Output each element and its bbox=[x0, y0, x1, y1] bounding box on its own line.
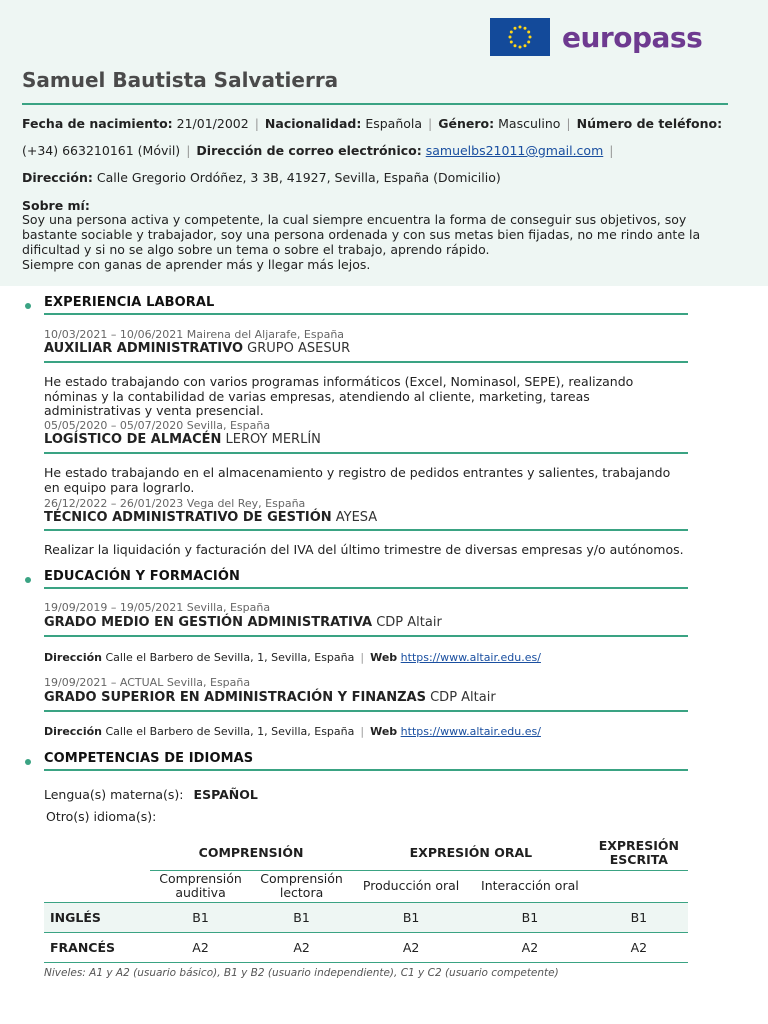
job-divider bbox=[44, 452, 688, 454]
edu-address: Calle el Barbero de Sevilla, 1, Sevilla, España bbox=[105, 651, 355, 664]
level-cell: A2 bbox=[352, 932, 470, 962]
level-cell: B1 bbox=[352, 902, 470, 932]
levels-note: Niveles: A1 y A2 (usuario básico), B1 y B2 (usuario independiente), C1 y C2 (usuario competente) bbox=[44, 967, 559, 979]
header-panel bbox=[0, 0, 768, 286]
job-company: GRUPO ASESUR bbox=[247, 341, 351, 356]
job-meta: 26/12/2022 – 26/01/2023 Vega del Rey, España bbox=[44, 497, 306, 510]
edu-web-label: Web bbox=[370, 651, 398, 664]
education-title bbox=[44, 690, 496, 705]
gender-label: Género: bbox=[438, 116, 495, 131]
school-name: CDP Altair bbox=[430, 690, 496, 705]
language-name: INGLÉS bbox=[44, 902, 150, 932]
level-cell: A2 bbox=[251, 932, 352, 962]
education-divider bbox=[44, 635, 688, 637]
education-divider bbox=[44, 710, 688, 712]
address-label: Dirección: bbox=[22, 170, 93, 185]
job-meta: 10/03/2021 – 10/06/2021 Mairena del Aljarafe, España bbox=[44, 328, 345, 341]
europass-wordmark: europass bbox=[562, 20, 703, 54]
section-bullet bbox=[25, 303, 31, 309]
education-section-title: EDUCACIÓN Y FORMACIÓN bbox=[44, 569, 240, 584]
language-skills-table bbox=[44, 836, 688, 963]
education-details: Dirección Calle el Barbero de Sevilla, 1, Sevilla, España | Web https://www.altair.edu.es/ bbox=[44, 651, 541, 664]
header-expresion-escrita-line1: EXPRESIÓN bbox=[598, 837, 679, 853]
language-name: FRANCÉS bbox=[44, 932, 150, 962]
about-paragraph-2: Siempre con ganas de aprender más y llegar más lejos. bbox=[22, 257, 371, 272]
section-divider bbox=[44, 313, 688, 315]
section-bullet bbox=[25, 759, 31, 765]
job-divider bbox=[44, 529, 688, 531]
about-label: Sobre mí: bbox=[22, 198, 90, 213]
job-meta: 05/05/2020 – 05/07/2020 Sevilla, España bbox=[44, 419, 271, 432]
level-cell: B1 bbox=[590, 902, 688, 932]
job-role: LOGÍSTICO DE ALMACÉN bbox=[44, 432, 222, 447]
mother-tongue-value: ESPAÑOL bbox=[193, 787, 258, 802]
edu-address: Calle el Barbero de Sevilla, 1, Sevilla, España bbox=[105, 725, 355, 738]
subheader-interaccion: Interacción oral bbox=[481, 878, 579, 893]
dob-value: 21/01/2002 bbox=[176, 116, 249, 131]
other-languages-label: Otro(s) idioma(s): bbox=[46, 809, 157, 824]
level-cell: A2 bbox=[590, 932, 688, 962]
degree-name: GRADO SUPERIOR EN ADMINISTRACIÓN Y FINANZAS bbox=[44, 690, 426, 705]
level-cell: A2 bbox=[150, 932, 251, 962]
edu-address-label: Dirección bbox=[44, 651, 102, 664]
languages-section-title: COMPETENCIAS DE IDIOMAS bbox=[44, 751, 254, 766]
job-title bbox=[44, 510, 377, 525]
job-description: Realizar la liquidación y facturación del IVA del último trimestre de diversas empresas y/o autónomos. bbox=[44, 542, 684, 557]
gender-value: Masculino bbox=[498, 116, 561, 131]
experience-section-title: EXPERIENCIA LABORAL bbox=[44, 295, 215, 310]
subheader-lectora bbox=[251, 870, 352, 902]
job-role: TÉCNICO ADMINISTRATIVO DE GESTIÓN bbox=[44, 510, 332, 525]
subheader-produccion: Producción oral bbox=[362, 878, 460, 893]
language-row bbox=[44, 902, 688, 932]
personal-info-line-1: Fecha de nacimiento: 21/01/2002 | Nacionalidad: Española | Género: Masculino | Número de teléfono: bbox=[22, 116, 723, 131]
education-meta: 19/09/2021 – ACTUAL Sevilla, España bbox=[44, 676, 251, 689]
eu-flag-icon bbox=[490, 18, 550, 56]
level-cell: B1 bbox=[150, 902, 251, 932]
job-divider bbox=[44, 361, 688, 363]
email-label: Dirección de correo electrónico: bbox=[196, 143, 422, 158]
job-role: AUXILIAR ADMINISTRATIVO bbox=[44, 341, 244, 356]
email-link[interactable]: samuelbs21011@gmail.com bbox=[425, 143, 604, 158]
section-divider bbox=[44, 587, 688, 589]
mother-tongue-row bbox=[44, 787, 258, 802]
subheader-auditiva bbox=[150, 870, 251, 902]
level-cell: A2 bbox=[470, 932, 590, 962]
edu-address-label: Dirección bbox=[44, 725, 102, 738]
edu-web-link[interactable]: https://www.altair.edu.es/ bbox=[400, 651, 541, 664]
phone-value: (+34) 663210161 (Móvil) bbox=[22, 143, 181, 158]
header-expresion-escrita-line2: ESCRITA bbox=[609, 851, 668, 867]
phone-label: Número de teléfono: bbox=[576, 116, 723, 131]
subheader-lectora-line1: Comprensión bbox=[260, 871, 343, 886]
section-divider bbox=[44, 769, 688, 771]
name-divider bbox=[22, 103, 728, 105]
job-description: He estado trabajando con varios programas informáticos (Excel, Nominasol, SEPE), realizando nóminas y la contabilidad de varias empresas, atendiendo al cliente, marketing, tareas administrativas y venta presencial. bbox=[44, 374, 634, 418]
person-name: Samuel Bautista Salvatierra bbox=[22, 68, 339, 92]
job-title bbox=[44, 341, 350, 356]
job-company: LEROY MERLÍN bbox=[225, 432, 321, 447]
education-title bbox=[44, 615, 442, 630]
nationality-value: Española bbox=[365, 116, 423, 131]
subheader-auditiva-line2: auditiva bbox=[175, 885, 226, 900]
language-row bbox=[44, 932, 688, 962]
education-details: Dirección Calle el Barbero de Sevilla, 1, Sevilla, España | Web https://www.altair.edu.es/ bbox=[44, 725, 541, 738]
personal-info-line-2: (+34) 663210161 (Móvil) | Dirección de correo electrónico: samuelbs21011@gmail.com | bbox=[22, 143, 614, 158]
about-paragraph: Soy una persona activa y competente, la cual siempre encuentra la forma de conseguir sus objetivos, soy bastante sociable y trabajador, soy una persona ordenada y con sus metas bien fijadas, no me rindo ante la dificultad y si no se algo sobre un tema o sobre el trabajo, aprendo rápido. bbox=[22, 212, 701, 257]
nationality-label: Nacionalidad: bbox=[264, 116, 362, 131]
job-company: AYESA bbox=[335, 510, 378, 525]
level-cell: B1 bbox=[251, 902, 352, 932]
mother-tongue-label: Lengua(s) materna(s): bbox=[44, 787, 184, 802]
education-meta: 19/09/2019 – 19/05/2021 Sevilla, España bbox=[44, 601, 271, 614]
edu-web-label: Web bbox=[370, 725, 398, 738]
job-title bbox=[44, 432, 321, 447]
edu-web-link[interactable]: https://www.altair.edu.es/ bbox=[400, 725, 541, 738]
subheader-auditiva-line1: Comprensión bbox=[159, 871, 242, 886]
header-expresion-oral: EXPRESIÓN ORAL bbox=[352, 836, 590, 870]
about-text bbox=[22, 212, 722, 272]
personal-info-line-3 bbox=[22, 170, 501, 185]
europass-logo bbox=[490, 18, 702, 56]
dob-label: Fecha de nacimiento: bbox=[22, 116, 173, 131]
header-expresion-escrita bbox=[590, 836, 688, 870]
degree-name: GRADO MEDIO EN GESTIÓN ADMINISTRATIVA bbox=[44, 615, 373, 630]
level-cell: B1 bbox=[470, 902, 590, 932]
section-bullet bbox=[25, 577, 31, 583]
address-value: Calle Gregorio Ordóñez, 3 3B, 41927, Sevilla, España (Domicilio) bbox=[96, 170, 501, 185]
job-description: He estado trabajando en el almacenamiento y registro de pedidos entrantes y salientes, trabajando en equipo para lograrlo. bbox=[44, 465, 671, 495]
school-name: CDP Altair bbox=[376, 615, 442, 630]
header-comprension: COMPRENSIÓN bbox=[150, 836, 352, 870]
subheader-lectora-line2: lectora bbox=[279, 885, 324, 900]
